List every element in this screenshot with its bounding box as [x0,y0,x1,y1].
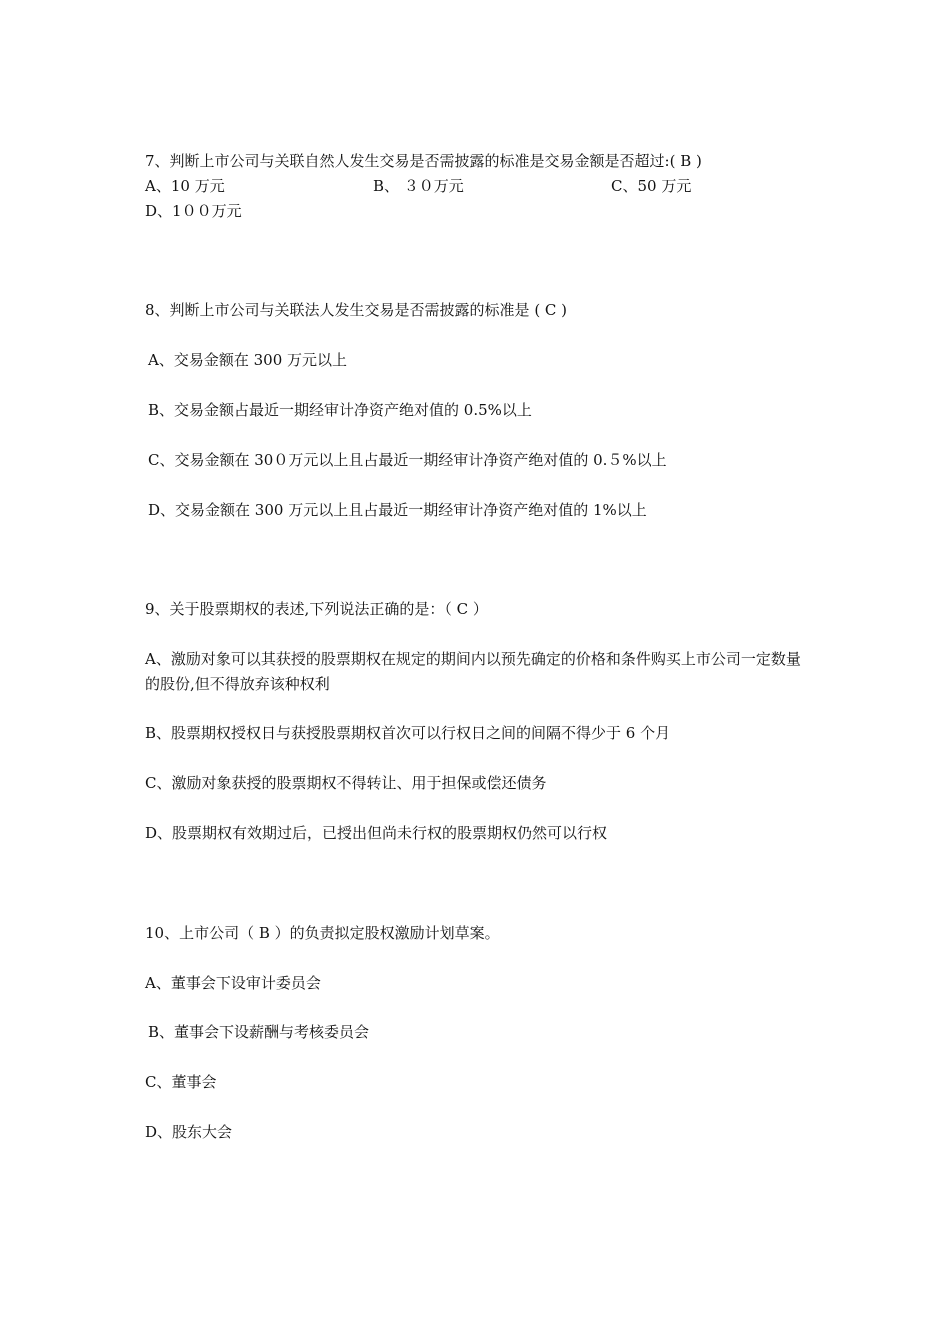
question-7-option-c: C、50 万元 [611,177,692,195]
question-9-text: 9、关于股票期权的表述,下列说法正确的是：（ C ） [145,600,488,618]
question-10-option-d: D、股东大会 [145,1123,233,1141]
question-9-option-c: C、激励对象获授的股票期权不得转让、用于担保或偿还债务 [145,774,547,792]
question-7-option-b: B、 ３０万元 [373,177,464,195]
question-7-text: 7、判断上市公司与关联自然人发生交易是否需披露的标准是交易金额是否超过:( B ) [145,152,702,170]
question-9-option-a: A、激励对象可以其获授的股票期权在规定的期间内以预先确定的价格和条件购买上市公司一定数量的股份,但不得放弃该种权利 [145,650,801,693]
question-8-text: 8、判断上市公司与关联法人发生交易是否需披露的标准是 ( C ) [145,301,568,319]
question-10-option-c: C、董事会 [145,1073,217,1091]
question-10-option-b: B、董事会下设薪酬与考核委员会 [148,1023,370,1041]
question-8-option-c: C、交易金额在 30０万元以上且占最近一期经审计净资产绝对值的 0.５%以上 [148,451,667,469]
question-8-option-a: A、交易金额在 300 万元以上 [148,351,348,369]
question-9-option-b: B、股票期权授权日与获授股票期权首次可以行权日之间的间隔不得少于 6 个月 [145,724,671,742]
question-10-option-a: A、董事会下设审计委员会 [145,974,321,992]
question-7-option-d: D、1００万元 [145,202,242,220]
question-8-option-b: B、交易金额占最近一期经审计净资产绝对值的 0.5%以上 [148,401,532,419]
question-7-option-a: A、10 万元 [145,177,225,195]
question-9-option-d: D、股票期权有效期过后，已授出但尚未行权的股票期权仍然可以行权 [145,824,608,842]
question-10-text: 10、上市公司（ B ）的负责拟定股权激励计划草案。 [145,924,500,942]
question-8-option-d: D、交易金额在 300 万元以上且占最近一期经审计净资产绝对值的 1%以上 [148,501,647,519]
